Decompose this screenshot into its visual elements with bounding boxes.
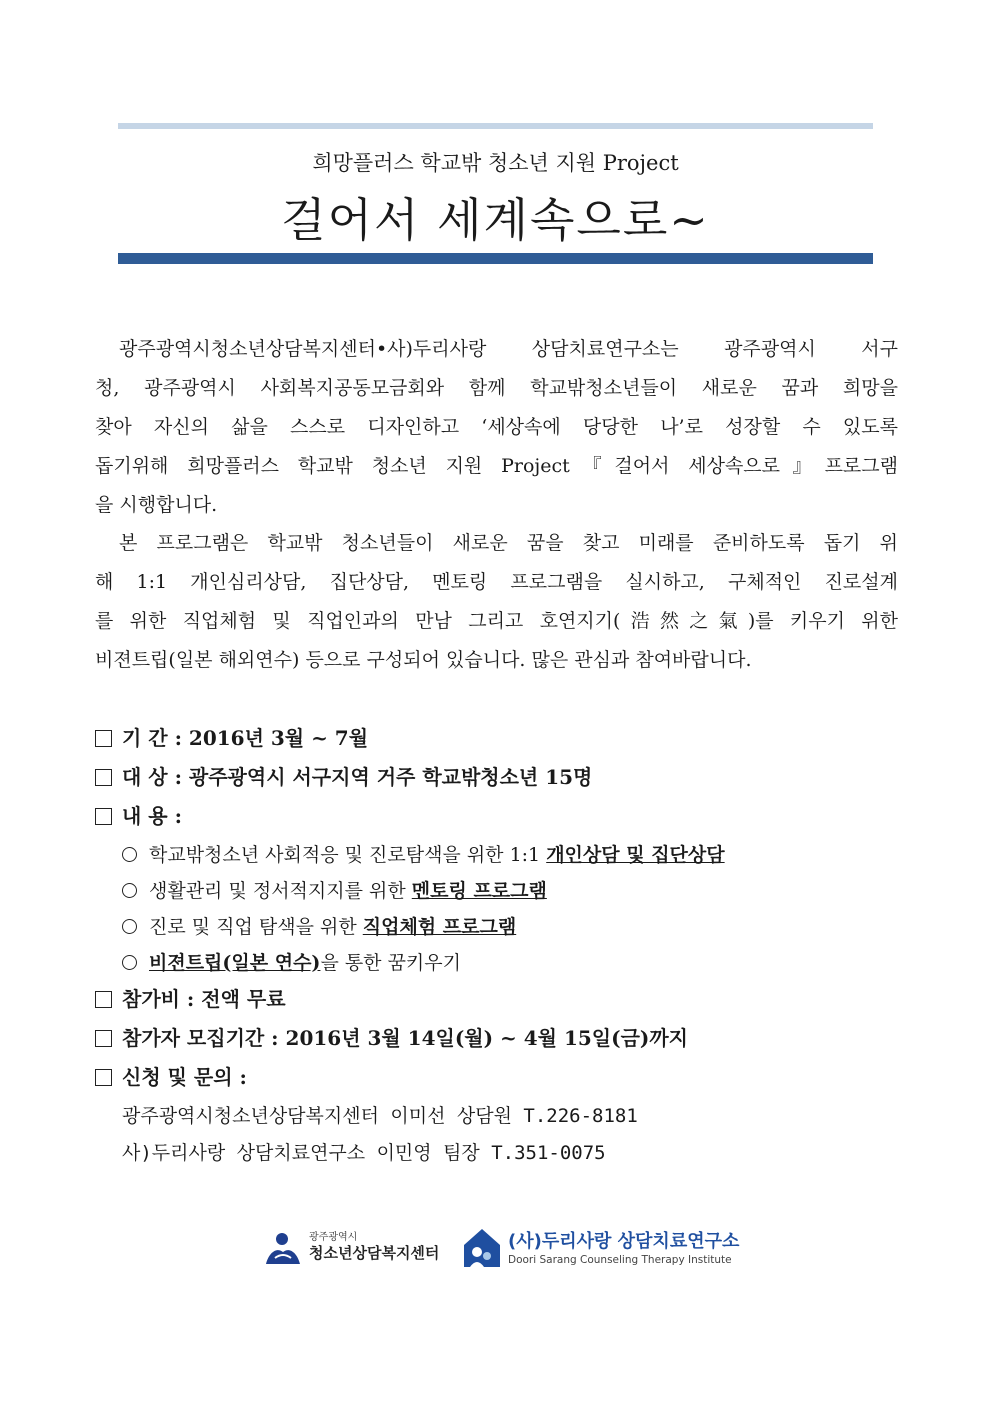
- checkbox-square-icon: [95, 769, 112, 786]
- header-top-rule: [118, 123, 873, 129]
- circle-bullet-icon: [122, 883, 137, 898]
- paragraph-line: 을 시행합니다.: [95, 494, 218, 516]
- content-item: 진로 및 직업 탐색을 위한 직업체험 프로그램: [122, 909, 516, 945]
- content-item: 학교밖청소년 사회적응 및 진로탐색을 위한 1:1 개인상담 및 집단상담: [122, 837, 725, 873]
- institute-logo: [462, 1225, 742, 1275]
- paragraph-line: 청, 광주광역시 사회복지공동모금회와 함께 학교밖청소년들이 새로운 꿈과 희망을: [95, 377, 898, 399]
- recruit-label: 참가자 모집기간 :: [122, 1026, 279, 1050]
- institute-house-icon: [462, 1227, 502, 1271]
- center-logo-main-text: 청소년상담복지센터: [309, 1244, 440, 1262]
- inquiry-label: 신청 및 문의 :: [122, 1065, 247, 1089]
- document-subtitle: 희망플러스 학교밖 청소년 지원 Project: [312, 151, 679, 175]
- document-title: 걸어서 세계속으로~: [281, 193, 710, 247]
- paragraph-line: 해 1:1 개인심리상담, 집단상담, 멘토링 프로그램을 실시하고, 구체적인 진로설계: [95, 571, 898, 593]
- recruit-value: 2016년 3월 14일(월) ~ 4월 15일(금)까지: [285, 1026, 688, 1050]
- intro-paragraph-1: [95, 330, 898, 525]
- target-label: 대 상 :: [122, 765, 182, 789]
- paragraph-line: 돕기위해 희망플러스 학교밖 청소년 지원 Project『걸어서 세상속으로』프로그램: [95, 455, 898, 477]
- checkbox-square-icon: [95, 808, 112, 825]
- paragraph-line: 비젼트립(일본 해외연수) 등으로 구성되어 있습니다. 많은 관심과 참여바랍니다.: [95, 649, 752, 671]
- youth-center-emblem-icon: [263, 1230, 303, 1270]
- paragraph-line: 광주광역시청소년상담복지센터•사)두리사랑 상담치료연구소는 광주광역시 서구: [119, 338, 898, 360]
- contact-line: 사)두리사랑 상담치료연구소 이민영 팀장 T.351-0075: [122, 1142, 606, 1164]
- checkbox-square-icon: [95, 730, 112, 747]
- checkbox-square-icon: [95, 1069, 112, 1086]
- intro-paragraph-2: [95, 524, 898, 680]
- fee-label: 참가비 :: [122, 987, 195, 1011]
- detail-inquiry: [95, 1059, 247, 1095]
- checkbox-square-icon: [95, 991, 112, 1008]
- circle-bullet-icon: [122, 847, 137, 862]
- paragraph-line: 찾아 자신의 삶을 스스로 디자인하고 ‘세상속에 당당한 나’로 성장할 수 있도록: [95, 416, 898, 438]
- center-logo-small-text: 광주광역시: [309, 1232, 358, 1243]
- fee-value: 전액 무료: [201, 987, 286, 1011]
- detail-period: [95, 720, 368, 756]
- detail-fee: [95, 981, 286, 1017]
- circle-bullet-icon: [122, 919, 137, 934]
- circle-bullet-icon: [122, 955, 137, 970]
- header-bottom-rule: [118, 253, 873, 264]
- detail-content: [95, 798, 182, 834]
- target-value: 광주광역시 서구지역 거주 학교밖청소년 15명: [188, 765, 593, 789]
- checkbox-square-icon: [95, 1030, 112, 1047]
- contact-line: 광주광역시청소년상담복지센터 이미선 상담원 T.226-8181: [122, 1105, 638, 1127]
- paragraph-line: 를 위한 직업체험 및 직업인과의 만남 그리고 호연지기(浩然之氣)를 키우기 위한: [95, 610, 898, 632]
- paragraph-line: 본 프로그램은 학교밖 청소년들이 새로운 꿈을 찾고 미래를 준비하도록 돕기 위: [119, 532, 898, 554]
- content-label: 내 용 :: [122, 804, 182, 828]
- period-label: 기 간 :: [122, 726, 182, 750]
- detail-target: [95, 759, 592, 795]
- youth-center-logo: [263, 1225, 443, 1275]
- detail-recruit: [95, 1020, 688, 1056]
- content-item: 생활관리 및 정서적지지를 위한 멘토링 프로그램: [122, 873, 547, 909]
- period-value: 2016년 3월 ~ 7월: [188, 726, 369, 750]
- institute-logo-main-text: (사)두리사랑 상담치료연구소: [508, 1231, 740, 1252]
- content-item: 비젼트립(일본 연수)을 통한 꿈키우기: [122, 945, 461, 981]
- institute-logo-sub-text: Doori Sarang Counseling Therapy Institute: [508, 1254, 732, 1266]
